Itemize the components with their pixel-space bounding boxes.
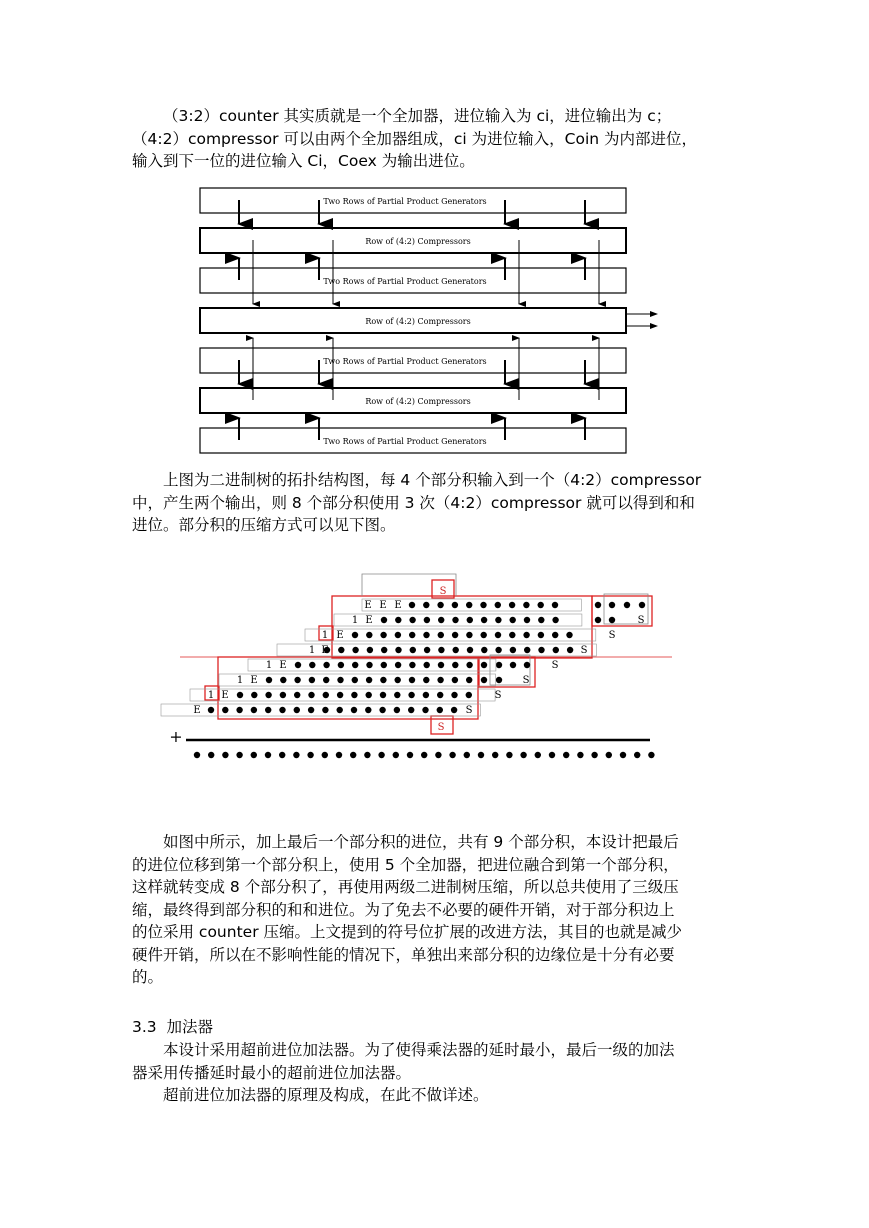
text-line: 输入到下一位的进位输入 Ci，Coex 为输出进位。 [132,152,475,170]
section-title: 加法器 [166,1018,214,1036]
partial-product-dot [481,632,487,638]
result-dot [350,752,356,758]
text-line: 器采用传播延时最小的超前进位加法器。 [132,1063,412,1082]
one-label: 1 [308,645,316,656]
partial-product-dot [395,617,401,623]
partial-product-dot [366,662,372,668]
partial-product-dot [466,677,472,683]
text-line: （3:2）counter 其实质就是一个全加器，进位输入为 ci，进位输出为 c； [163,107,672,125]
partial-product-dot [452,632,458,638]
partial-product-dot [453,647,459,653]
partial-product-dot [381,617,387,623]
partial-product-dot [552,632,558,638]
binary-tree-topology-figure [0,180,869,480]
partial-product-dot [437,692,443,698]
partial-product-dot [467,617,473,623]
s-label: S [494,690,502,701]
result-dot [549,752,555,758]
result-dot [378,752,384,758]
partial-product-dot [538,617,544,623]
text-line: 中，产生两个输出，则 8 个部分积使用 3 次（4:2）compressor 就可以得到和和 [132,493,695,512]
partial-product-dot [466,692,472,698]
partial-product-dot [295,662,301,668]
partial-product-dot [552,602,558,608]
partial-product-dot [424,662,430,668]
partial-product-dot [208,707,214,713]
s-label: S [551,660,559,671]
partial-product-dot [438,617,444,623]
result-dot [520,752,526,758]
partial-product-dot [495,632,501,638]
result-dot [336,752,342,758]
result-dot [435,752,441,758]
partial-product-dot [424,647,430,653]
partial-product-dot [251,707,257,713]
partial-product-dot [410,647,416,653]
partial-product-dot [265,707,271,713]
partial-product-dot [323,662,329,668]
partial-product-dot [409,632,415,638]
partial-product-dot [381,662,387,668]
result-dot [478,752,484,758]
result-dot [322,752,328,758]
partial-product-dot [352,632,358,638]
partial-product-dot [566,632,572,638]
result-dot [591,752,597,758]
result-dot [194,752,200,758]
result-dot [634,752,640,758]
result-dot [236,752,242,758]
partial-product-dot [437,602,443,608]
partial-product-dot [452,677,458,683]
partial-product-dot [280,692,286,698]
partial-product-dot [294,677,300,683]
partial-product-dot [452,602,458,608]
partial-product-dot [408,707,414,713]
partial-product-dot [510,617,516,623]
result-dot [464,752,470,758]
partial-product-dot [639,602,645,608]
partial-product-dot [409,602,415,608]
partial-product-dot [337,707,343,713]
s-label: S [465,705,473,716]
partial-product-dot [367,647,373,653]
s-label: S [580,645,588,656]
text-line: 的进位位移到第一个部分积上，使用 5 个全加器，把进位融合到第一个部分积， [132,855,679,874]
one-label: 1 [236,675,244,686]
partial-product-dot [395,647,401,653]
row-label: Two Rows of Partial Product Generators [323,277,487,286]
partial-product-dot [481,677,487,683]
partial-product-dot [496,662,502,668]
partial-product-dot [437,707,443,713]
partial-product-dot [366,692,372,698]
result-dot [251,752,257,758]
partial-product-dot [338,662,344,668]
partial-product-dot [423,632,429,638]
partial-product-dot [422,707,428,713]
result-dot [449,752,455,758]
partial-product-dot [409,662,415,668]
partial-product-dot [466,602,472,608]
partial-product-dot [394,707,400,713]
partial-product-dot [394,692,400,698]
partial-product-dot [624,602,630,608]
text-line: （4:2）compressor 可以由两个全加器组成，ci 为进位输入，Coin 为内部进位， [132,129,698,148]
sign-s-label: S [437,722,445,733]
e-label: E [365,615,373,626]
partial-product-dot [523,632,529,638]
row-label: Row of (4:2) Compressors [365,317,471,326]
partial-product-dot [495,602,501,608]
grey-outline [362,574,648,685]
partial-product-dot [280,677,286,683]
result-dot [535,752,541,758]
partial-product-dot [523,602,529,608]
text-line: 如图中所示，加上最后一个部分积的进位，共有 9 个部分积，本设计把最后 [163,833,679,851]
partial-product-dot [323,677,329,683]
text-line: 硬件开销，所以在不影响性能的情况下，单独出来部分积的边缘位是十分有必要 [132,945,675,964]
result-dot [393,752,399,758]
partial-product-dot [408,692,414,698]
section-heading [132,1016,213,1039]
partial-product-dot [395,677,401,683]
partial-product-dot [451,692,457,698]
row-label: Two Rows of Partial Product Generators [323,437,487,446]
result-dot [407,752,413,758]
row-label: Row of (4:2) Compressors [365,237,471,246]
s-label: S [522,675,530,686]
result-dot [492,752,498,758]
partial-product-dot [553,647,559,653]
e-label: E [336,630,344,641]
partial-product-dot [438,647,444,653]
partial-product-dot [236,707,242,713]
one-label: 1 [351,615,359,626]
paragraph-adder-principle [132,1084,738,1107]
e-label: E [221,690,229,701]
partial-product-dot [309,662,315,668]
partial-product-dot [222,707,228,713]
section-number: 3.3 [132,1018,157,1036]
sign-s-label: S [439,586,447,597]
paragraph-tree-description [132,469,738,537]
partial-product-dot [352,647,358,653]
partial-product-dot [595,617,601,623]
partial-product-dot [495,617,501,623]
result-dot [648,752,654,758]
result-dot [293,752,299,758]
result-dot [606,752,612,758]
plus-sign: + [169,727,183,746]
result-dot [208,752,214,758]
result-dot [364,752,370,758]
final-dot-row [194,752,655,758]
partial-product-dot [266,677,272,683]
partial-product-dot [365,707,371,713]
e-label: E [321,645,329,656]
result-dot [279,752,285,758]
partial-product-dot [294,692,300,698]
one-label: 1 [207,690,215,701]
result-dot [265,752,271,758]
partial-product-dot [509,602,515,608]
partial-product-dot [567,647,573,653]
result-dot [222,752,228,758]
result-dot [620,752,626,758]
partial-product-dot [438,662,444,668]
partial-product-dot [480,602,486,608]
text-line: 本设计采用超前进位加法器。为了使得乘法器的延时最小，最后一级的加法 [163,1041,675,1059]
partial-product-dot [237,692,243,698]
partial-product-dot [524,617,530,623]
partial-product-dot [309,677,315,683]
partial-product-dot [380,677,386,683]
row-label: Two Rows of Partial Product Generators [323,357,487,366]
partial-product-dot [352,677,358,683]
partial-product-dot [380,632,386,638]
partial-product-dot [379,707,385,713]
partial-product-dot [538,602,544,608]
partial-product-dot [496,677,502,683]
partial-product-dot [524,662,530,668]
partial-product-dot [423,602,429,608]
partial-product-dot [437,677,443,683]
partial-product-dot [337,677,343,683]
s-label: S [608,630,616,641]
e-label: E [250,675,258,686]
one-label: 1 [321,630,329,641]
partial-product-dot [495,647,501,653]
result-dot [307,752,313,758]
e-label: E [364,600,372,611]
partial-product-dot [438,632,444,638]
partial-product-dot [294,707,300,713]
partial-product-dot [423,677,429,683]
partial-product-dot [609,617,615,623]
partial-product-dot [467,647,473,653]
text-line: 的。 [132,968,164,986]
partial-product-dot [423,692,429,698]
partial-product-dot [351,707,357,713]
partial-product-dot [381,647,387,653]
partial-product-dot [366,677,372,683]
text-line: 的位采用 counter 压缩。上文提到的符号位扩展的改进方法，其目的也就是减少 [132,923,682,941]
partial-product-dot [395,662,401,668]
partial-product-dot [424,617,430,623]
result-dot [421,752,427,758]
row-label: Row of (4:2) Compressors [365,397,471,406]
paragraph-compression-explanation [132,831,738,989]
partial-product-dot [552,617,558,623]
partial-product-dot [509,632,515,638]
partial-product-dot [337,692,343,698]
partial-product-dot [308,692,314,698]
partial-product-dot [308,707,314,713]
partial-product-dot [609,602,615,608]
partial-product-dot [595,602,601,608]
cell-labels [169,586,644,746]
partial-product-dot [481,647,487,653]
partial-product-dot [351,692,357,698]
partial-product-dot [251,692,257,698]
partial-product-dot [452,662,458,668]
partial-product-dot [466,662,472,668]
text-line: 超前进位加法器的原理及构成，在此不做详述。 [163,1086,489,1104]
partial-product-dot [466,632,472,638]
s-label: S [637,615,645,626]
partial-product-dot [352,662,358,668]
partial-product-dot [323,692,329,698]
partial-product-dot [322,707,328,713]
partial-product-dot [395,632,401,638]
partial-product-dot [279,707,285,713]
partial-product-dot [409,617,415,623]
one-label: 1 [265,660,273,671]
row-label: Two Rows of Partial Product Generators [323,197,487,206]
e-label: E [394,600,402,611]
text-line: 上图为二进制树的拓扑结构图，每 4 个部分积输入到一个（4:2）compressor [163,471,702,489]
e-label: E [193,705,201,716]
partial-product-dot [510,662,516,668]
partial-product-dot [338,647,344,653]
partial-product-dot [380,692,386,698]
partial-product-dot [538,647,544,653]
partial-product-dot [481,617,487,623]
result-dot [506,752,512,758]
paragraph-intro [132,105,738,173]
result-dot [577,752,583,758]
e-label: E [279,660,287,671]
partial-product-dot [510,647,516,653]
partial-product-dot [481,662,487,668]
text-line: 缩，最终得到部分积的和和进位。为了免去不必要的硬件开销，对于部分积边上 [132,900,675,919]
e-label: E [379,600,387,611]
partial-product-dot [452,617,458,623]
partial-product-compression-figure [0,560,869,800]
result-dot [563,752,569,758]
text-line: 进位。部分积的压缩方式可以见下图。 [132,516,396,534]
partial-product-dot [538,632,544,638]
partial-product-dot [451,707,457,713]
paragraph-adder-design [132,1039,738,1084]
text-line: 这样就转变成 8 个部分积了，再使用两级二进制树压缩，所以总共使用了三级压 [132,878,679,896]
partial-product-dot [524,647,530,653]
partial-product-dot [265,692,271,698]
partial-product-dot [366,632,372,638]
partial-product-dot [409,677,415,683]
